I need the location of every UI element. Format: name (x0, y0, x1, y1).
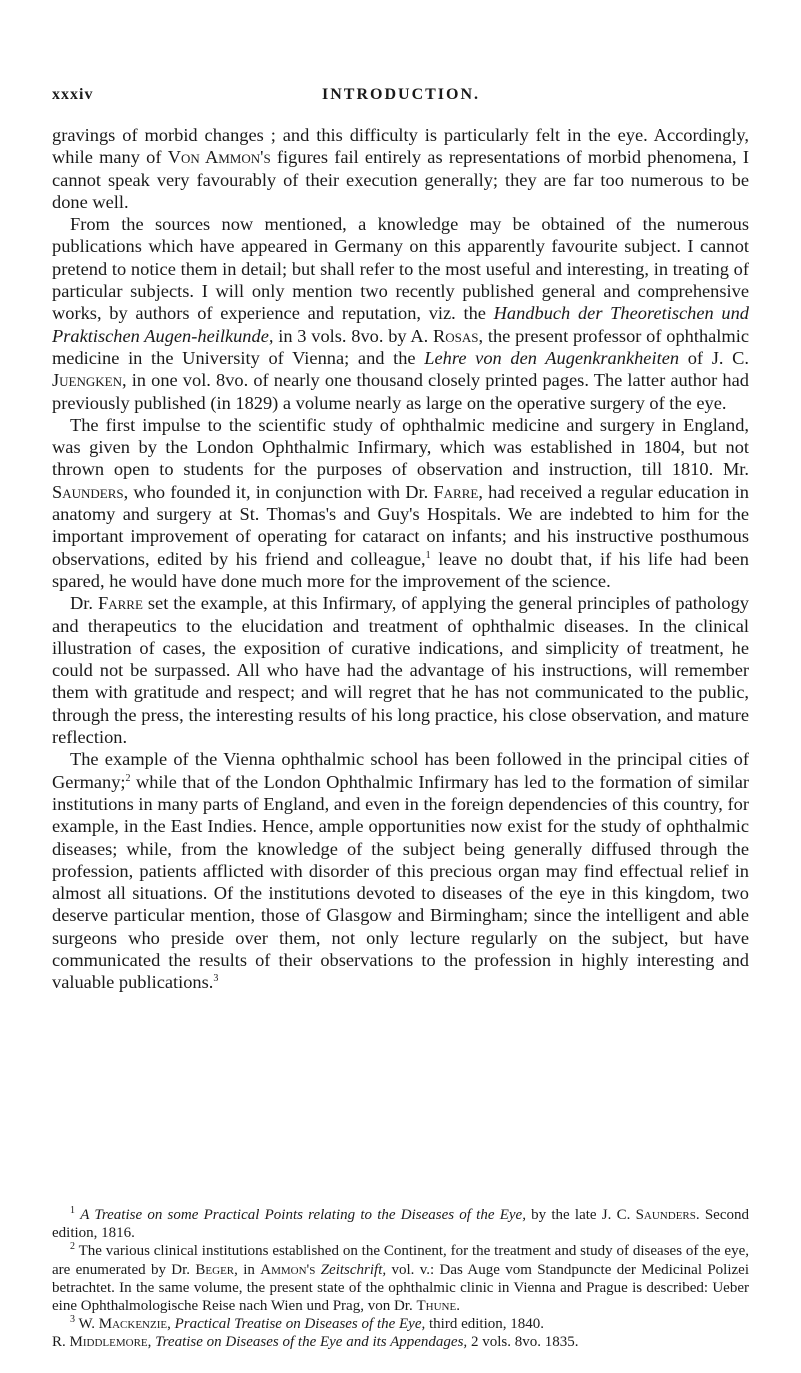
text-run: of J. C. (679, 347, 749, 368)
text-run: , who founded it, in conjunction with Dr. (123, 481, 434, 502)
text-run: gravings of morbid changes ; and this difficulty is particularly felt in the eye. Accordingly, while many of (52, 125, 749, 168)
paragraph (52, 748, 749, 993)
text-run: 2 vols. 8vo. 1835. (467, 1334, 579, 1351)
text-run: The example of the Vienna ophthalmic school has been followed in the principal cities of Germany; (52, 749, 749, 792)
author-name: Farre (433, 481, 479, 502)
author-name: Mackenzie (98, 1316, 168, 1333)
text-run: while that of the London Ophthalmic Infirmary has led to the formation of similar institutions in many parts of England, and even in the foreign dependencies of this country, for example, in the East Indies. Hence, ample opportunities now exist for the study of ophthalmic diseases; while, from the knowledge of the subject being generally diffused through the profession, patients afflicted with disorder of this precious organ may find effectual relief in almost all situations. Of the institutions devoted to diseases of the eye in this kingdom, two deserve particular mention, those of Glasgow and Birmingham; since the intelligent and able surgeons who preside over them, not only lecture regularly on the subject, but have communicated the results of their observations to the profession in highly interesting and valuable publications. (52, 771, 749, 993)
author-name: Beger (195, 1261, 235, 1278)
italic-title: Practical Treatise on Diseases of the Eye, (174, 1316, 426, 1333)
italic-title: Handbuch der Theoretischen und Praktischen Augen-heilkunde, (52, 303, 749, 346)
text-run: by the late J. C. (525, 1207, 636, 1223)
text-run: . Second edition, 1816. (52, 1207, 749, 1242)
author-name: Ammon's (260, 1261, 316, 1278)
paragraph (52, 592, 749, 748)
paragraph (52, 124, 749, 213)
footnote-ref: 3 (213, 973, 219, 985)
footnote-ref: 2 (70, 1241, 75, 1253)
text-run: in 3 vols. 8vo. by A. (273, 325, 433, 346)
page-number: xxxiv (52, 86, 94, 103)
text-run: , in one vol. 8vo. of nearly one thousand closely printed pages. The latter author had previously published (in 1829) a volume nearly as large on the operative surgery of the eye. (52, 370, 749, 413)
italic-title: Zeitschrift, (320, 1261, 387, 1278)
text-run: figures fail entirely as representations of morbid phenomena, I cannot speak very favourably of their execution generally; they are far too numerous to be done well. (52, 147, 749, 212)
footnotes (52, 1206, 749, 1352)
footnote (52, 1242, 749, 1315)
italic-title: A Treatise on some Practical Points relating to the Diseases of the Eye, (80, 1207, 526, 1223)
footnote (52, 1333, 749, 1351)
text-run: Dr. (70, 593, 98, 614)
italic-title: Lehre von den Augenkrankheiten (424, 347, 680, 368)
text-run: set the example, at this Infirmary, of applying the general principles of pathology and therapeutics to the elucidation and treatment of ophthalmic diseases. In the clinical illustration of cases, the exposition of curative indications, and simplicity of treatment, he could not be surpassed. All who have had the advantage of his instructions, will remember them with gratitude and respect; and will regret that he has not communicated to the public, through the press, the interesting results of his long practice, his close observation, and mature reflection. (52, 593, 749, 748)
text-run: leave no doubt that, if his life had been spared, he would have done much more for the improvement of the science. (52, 548, 749, 591)
author-name: Middlemore (69, 1334, 148, 1351)
text-run: vol. v.: Das Auge vom Standpuncte der Medicinal Polizei betrachtet. In the same volume, the present state of the ophthalmic clinic in Vienna and Prague is described: Ueber eine Ophthalmologische Reise nach Wien und Prag, von Dr. (52, 1261, 750, 1315)
footnote-ref: 3 (70, 1314, 75, 1326)
footnote (52, 1206, 749, 1242)
running-title: INTRODUCTION. (322, 86, 481, 103)
text-run: The first impulse to the scientific study of ophthalmic medicine and surgery in England, was given by the London Ophthalmic Infirmary, which was established in 1804, but not thrown open to students for the purposes of observation and instruction, till 1810. Mr. (52, 414, 749, 480)
text-run: The various clinical institutions established on the Continent, for the treatment and study of diseases of the eye, are enumerated by Dr. (52, 1243, 749, 1278)
footnote (52, 1315, 749, 1333)
text-run: . (456, 1298, 460, 1315)
author-name: Thune (416, 1298, 457, 1315)
author-name: Saunders (52, 481, 124, 502)
footnote-ref: 2 (125, 772, 131, 784)
text-run: , (147, 1334, 156, 1351)
author-name: Rosas (433, 325, 479, 346)
text-run: , in (234, 1261, 261, 1278)
italic-title: Treatise on Diseases of the Eye and its Appendages, (155, 1334, 468, 1351)
author-name: Farre (97, 593, 143, 614)
text-run: R. (52, 1334, 70, 1351)
text-run: From the sources now mentioned, a knowledge may be obtained of the numerous publications which have appeared in Germany on this apparently favourite subject. I cannot pretend to notice them in detail; but shall refer to the most useful and interesting, in treating of particular subjects. I will only mention two recently published general and comprehensive works, by authors of experience and reputation, viz. the (52, 214, 749, 324)
text-run: W. (75, 1316, 99, 1333)
text-run: , (167, 1316, 175, 1333)
author-name: Von Ammon's (167, 147, 271, 168)
author-name: Saunders (635, 1207, 696, 1223)
text-run: third edition, 1840. (425, 1316, 544, 1333)
footnote-ref: 1 (70, 1205, 75, 1216)
paragraph (52, 414, 749, 592)
body-text (52, 124, 749, 994)
footnote-ref: 1 (425, 549, 431, 561)
text-run: , the present professor of ophthalmic medicine in the University of Vienna; and the (52, 325, 749, 368)
author-name: Juengken (52, 370, 122, 391)
text-run: , had received a regular education in anatomy and surgery at St. Thomas's and Guy's Hospitals. We are indebted to him for the important improvement of operating for cataract on infants; and his instructive posthumous observations, edited by his friend and colleague, (52, 481, 749, 569)
paragraph (52, 213, 749, 414)
running-head (52, 86, 749, 106)
